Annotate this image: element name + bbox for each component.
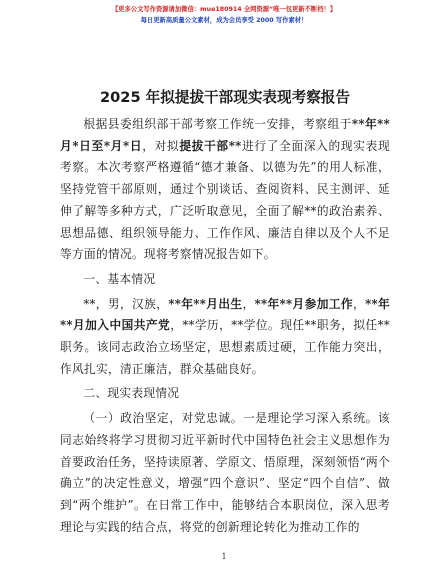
page-number: 1 (221, 552, 227, 561)
document-title: 2025 年拟提拔干部现实表现考察报告 (99, 89, 350, 106)
promo-banner-line-2: 每日更新高质量公文素材，成为会员享受 2000 写作素材！ (140, 17, 308, 24)
section-heading-basic-info: 一、基本情况 (83, 271, 156, 286)
inspection-period: **年**月*日至*月*日 (60, 117, 390, 153)
promo-banner (0, 4, 448, 26)
intro-text-1: 根据县委组织部干部考察工作统一安排，考察组于 (83, 117, 352, 131)
intro-text-3: 进行了全面深入的现实表现考察。本次考察严格遵循“德才兼备、以德为先”的用人标准，坚持党管干部原则，通过个别谈话、查阅资料、民主测评、延伸了解等多种方式，广泛听取意见，全面了解**的政治素养、思想品德、组织领导能力、工作作风、廉洁自律以及个人不足等方面的情况。现将考察情况报告如下。 (60, 138, 390, 262)
intro-paragraph (60, 114, 390, 266)
work-start-date: **年**月参加工作 (254, 296, 353, 311)
basic-text-2: ， (242, 296, 255, 311)
promo-banner-line-1: 【更多公文写作资源请加微信：mue180914 全网资源“唯一包更新不断档！】 (111, 6, 337, 13)
basic-text-1: **，男，汉族， (83, 296, 169, 311)
political-paragraph: （一）政治坚定，对党忠诚。一是理论学习深入系统。该同志始终将学习贯彻习近平新时代中国特色社会主义思想作为首要政治任务，坚持读原著、学原文、悟原理，深刻领悟“两个确立”的决定性意义，增强“四个意识”、坚定“四个自信”、做到“两个维护”。在日常工作中，能够结合本职岗位，深入思考理论与实践的结合点，将党的创新理论转化为推动工作的 (60, 411, 390, 534)
birth-date: **年**月出生 (168, 296, 243, 311)
basic-text-4: ，**学历，**学位。现任**职务，拟任**职务。该同志政治立场坚定，思想素质过硬，工作能力突出，作风扎实，清正廉洁，群众基础良好。 (60, 318, 390, 376)
basic-text-3: ， (352, 296, 366, 311)
document-page (60, 88, 390, 538)
section-heading-performance: 二、现实表现情况 (83, 386, 180, 401)
party-join-date: **年**月加入中国共产党 (60, 296, 390, 333)
basic-info-paragraph (60, 294, 390, 381)
candidate-name: 提拔干部** (179, 138, 242, 153)
intro-text-2: ，对拟 (142, 138, 180, 153)
